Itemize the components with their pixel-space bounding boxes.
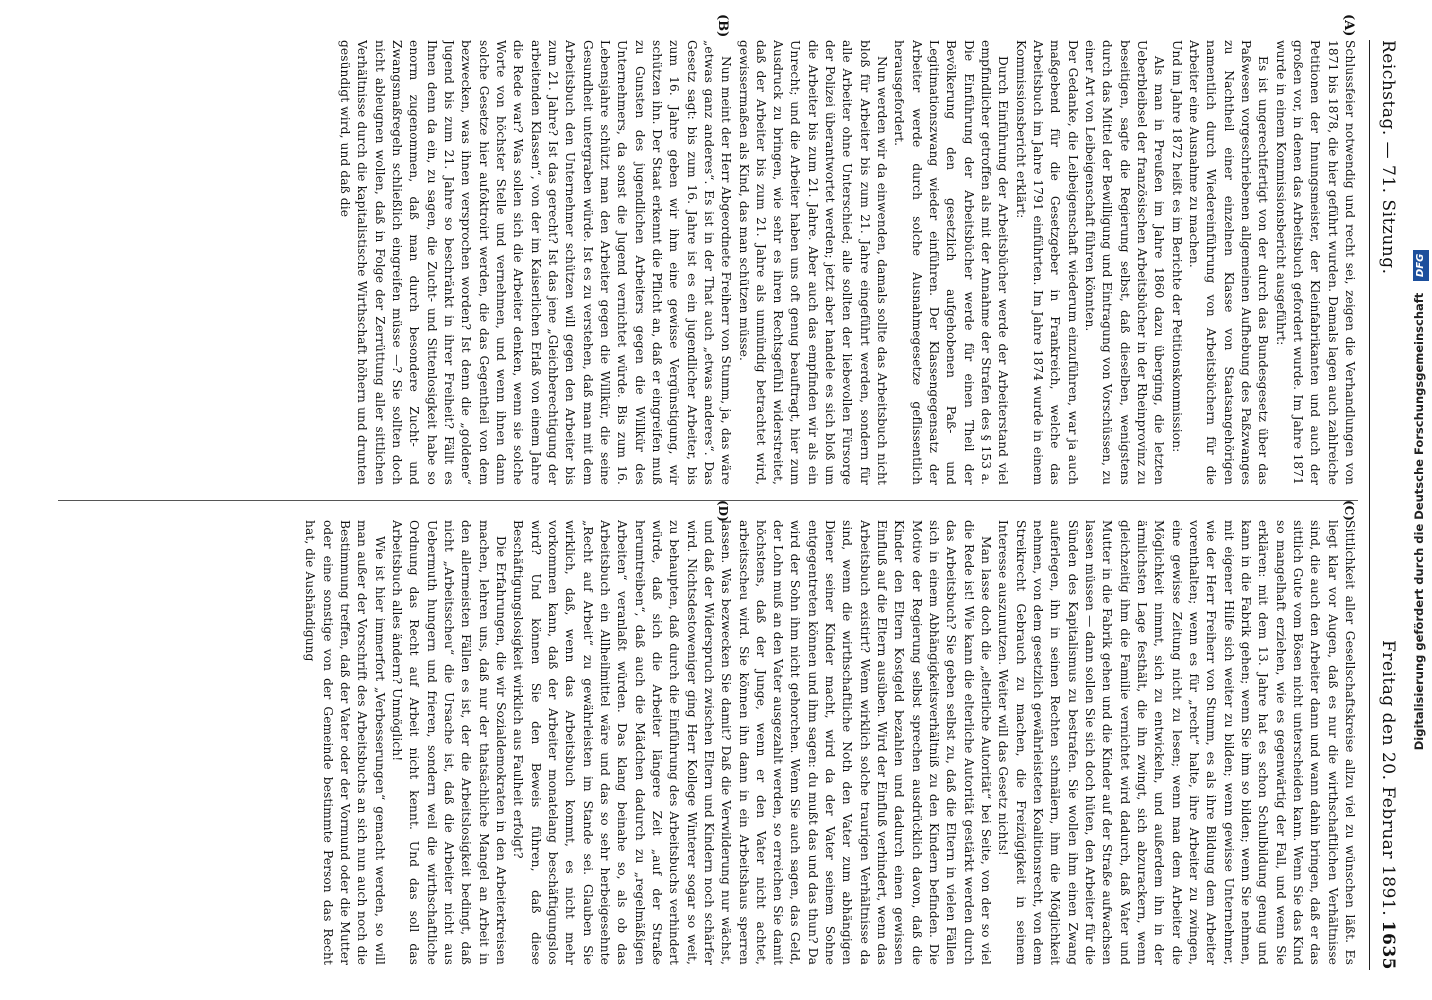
digitization-note-text [1408,10,1430,990]
page-header [1374,40,1402,970]
paragraph: Die Erfahrungen, die wir Sozialdemokraten in den Arbeiterkreisen machen, lehren uns, daß nur der thatsächliche Mangel an Arbeit in den allermeisten Fällen es ist, der die Arbeitslosigkeit bedingt, daß nicht „Arbeitsscheu“ die Ursache ist, daß die Arbeiter nicht aus Uebermuth hungern und frieren, sondern weil die wirthschaftliche Ordnung das Recht auf Arbeit nicht kennt. Und das soll das Arbeitsbuch alles ändern? Unmöglich! [389,520,508,965]
header-session: Reichstag. — 71. Sitzung. [1378,40,1398,275]
column-divider [58,500,1358,501]
dfg-logo: DFG [1413,250,1429,281]
paragraph: Schlussfeier notwendig und recht sei, zeigen die Verhandlungen von 1871 bis 1878, die hier geführt wurden. Damals lagen auch zahlreiche Petitionen der Innungsmeister, der Kleinfabrikanten und auch der großen vor, in denen das Arbeitsbuch gefordert wurde. Im Jahre 1871 wurde in einem Kommissionsbericht ausgeführt: [1273,40,1357,485]
paragraph: Nun werden wir da einwenden, damals sollte das Arbeitsbuch nicht bloß für Arbeiter bis zum 21. Jahre eingeführt werden, sondern für alle Arbeiter ohne Unterschied; alle sollten der liebevollen Fürsorge der Polizei überantwortet werden; jetzt aber handele es sich bloß um die Arbeiter bis zum 21. Jahre. Aber auch das empfinden wir als ein Unrecht; und die Arbeiter haben uns oft genug beauftragt, hier zum Ausdruck zu bringen, wie sehr es ihren Rechtsgefühl widerstreitet, daß der Arbeiter bis zum 21. Jahre als unmündig betrachtet wird, gewissermaßen als Kind, das man schützen müsse. [736,40,890,485]
paragraph: Man lasse doch die „elterliche Autorität“ bei Seite, von der so viel die Rede ist! Wie kann die elterliche Autorität gestärkt werden durch das Arbeitsbuch? Sie geben selbst zu, daß die Eltern in vielen Fällen sich in einem Abhängigkeitsverhältniß zu den Kindern befinden. Die Motive der Regierung selbst sprechen ausdrücklich davon, daß die Kinder den Eltern Kostgeld bezahlen und dadurch einen gewissen Einfluß auf die Eltern ausüben. Wird der Einfluß verhindert, wenn das Arbeitsbuch existirt? Wenn wirklich solche traurigen Verhältnisse da sind, wenn die wirthschaftliche Noth den Vater zum abhängigen Diener seiner Kinder macht, wird da der Vater seinem Sohne entgegentreten können und ihm sagen: du mußt das und das thun? Da wird der Sohn ihm nicht gehorchen. Wenn Sie auch sagen, das Geld, der Lohn muß an den Vater ausgezahlt werden, so erreichen Sie damit höchstens, daß der Junge, wenn er den Vater nicht achtet, arbeitsscheu wird. Sie können ihn dann in ein Arbeitshaus sperren lassen. Was bezwecken Sie damit? Daß die Verwilderung nur wächst, und daß der Widerspruch zwischen Eltern und Kindern noch schärfer wird. Nichtsdestoweniger ging Herr Kollege Winterer sogar so weit, zu behaupten, daß durch die Einführung des Arbeitsbuchs verhindert würde, daß sich die Arbeiter längere Zeit „auf der Straße herumtreiben“, daß auch die Mädchen dadurch zu „regelmäßigen Arbeiten“ veranlaßt würden. Das klang beinahe so, als ob das Arbeitsbuch ein Allheilmittel wäre und das so sehr herbeigesehnte „Recht auf Arbeit“ zu gewährleisten im Stande sei. Glauben Sie wirklich, daß, wenn das Arbeitsbuch kommt, es nicht mehr vorkommen kann, daß der Arbeiter monatelang beschäftigungslos wird? Und können Sie den Beweis führen, daß diese Beschäftigungslosigkeit wirklich aus Faulheit erfolgt? [511,520,994,965]
document-page [30,0,1420,1000]
margin-marker-a: (A) [1341,14,1356,37]
paragraph: Wie ist hier immerfort „Verbesserungen“ gemacht werden, so will man außer der Vorschrift des Arbeitsbuchs an sich nun auch noch die Bestimmung treffen, daß der Vater oder der Vormund oder die Mutter oder eine sonstige von der Gemeinde bestimmte Person das Recht hat, die Aushändigung [303,520,387,965]
right-column [58,520,1358,965]
margin-marker-d: (D) [716,500,730,522]
header-date: Freitag den 20. Februar 1891. [1378,640,1398,917]
left-column [58,40,1358,485]
paragraph: Und im Jahre 1872 heißt es im Berichte der Petitionskommission: [1169,40,1184,453]
digitization-note [1408,10,1430,990]
paragraph: Als man in Preußen im Jahre 1860 dazu überging, die letzten Ueberbleibsel der französischen Arbeitsbücher in der Rheinprovinz zu beseitigen, sagte die Regierung selbst, daß dieselben, wenigstens durch das Mittel der Bewilligung und Eintragung von Vorschüssen, zu einer Art von Leibeigenschaft führen könnten. [1083,40,1167,485]
digitization-note-label: Digitalisierung gefördert durch die Deutsche Forschungsgemeinschaft [1412,292,1426,751]
header-rule [1369,40,1370,970]
paragraph: Nun meint der Herr Abgeordnete Freiherr von Stumm, ja, das wäre „etwas ganz anderes“. Es ist in der That auch „etwas anderes“. Das Gesetz sagt: bis zum 16. Jahre ist es ein jugendlicher Arbeiter, bis zum 16. Jahre geben wir ihm eine gewisse Vergünstigung, wir schützen ihn. Der Staat erkennt die Pflicht an, daß er eingreifen muß zu Gunsten des jugendlichen Arbeiters gegen die Willkür des Unternehmers, da sonst die Jugend vernichtet würde. Bis zum 16. Lebensjahre schützt man den Arbeiter gegen die Willkür, die seine Gesundheit untergraben würde. Ist es zu verstehen, daß man mit dem Arbeitsbuch den Unternehmer schützen will gegen den Arbeiter bis zum 21. Jahre? Ist das gerecht? Ist das jene „Gleichberechtigung der arbeitenden Klassen“, von der im Kaiserlichen Erlaß von einem Jahre die Rede war? Was sollen sich die Arbeiter denken, wenn sie solche Worte von höchster Stelle und vernehmen, und wenn ihnen dann solche Gesetze hier aufoktroirt werden, die das Gegentheil von dem bezwecken, was ihnen versprochen worden? Ist denn die „goldene“ Jugend bis zum 21. Jahre so beschränkt in ihrer Freiheit? Fällt es Ihnen denn da ein, zu sagen, die Zucht- und Sittenlosigkeit habe so enorm zugenommen, daß man durch besondere Zucht- und Zwangsmaßregeln schließlich eingreifen müsse —? Sie sollten doch nicht ableugnen wollen, daß in Folge der Zerrüttung aller sittlichen Verhältnisse durch die kapitalistische Wirthschaft höhern und drunten gesündigt wird, und daß die [337,40,734,485]
margin-marker-c: (C) [1342,500,1356,521]
paragraph: Durch Einführung der Arbeitsbücher werde der Arbeiterstand viel empfindlicher getroffen als mit der Annahme der Strafen des § 153 a. Die Einführung der Arbeitsbücher werde für einen Theil der Bevölkerung den gesetzlich aufgehobenen Paß- und Legitimationszwang wieder einführen. Der Klassengegensatz der Arbeiter werde durch solche Ausnahmegesetze geflissentlich herausgefordert. [892,40,1011,485]
page-number: 1635 [1378,920,1398,970]
paragraph: Es ist ungerechtfertigt von der durch das Bundesgesetz über das Paßwesen vorgeschriebenen allgemeinen Aufhebung des Paßzwanges zu Nachtheil einer einzelnen Klasse von Staatsangehörigen namentlich durch Wiedereinführung von Arbeitsbüchern für die Arbeiter eine Ausnahme zu machen. [1187,40,1271,485]
paragraph: Sittlichkeit aller Gesellschaftskreise allzu viel zu wünschen läßt. Es liegt klar vor Augen, daß es nur die wirthschaftlichen Verhältnisse sind, die auch den Arbeiter dann und wann dahin bringen, daß er das sittlich Gute vom Bösen nicht unterscheiden kann. Wenn Sie das Kind so mangelhaft erziehen, wie es gegenwärtig der Fall, und wenn Sie erklären: mit dem 13. Jahre hat es schon Schulbildung genug und kann in die Fabrik gehen; wenn Sie ihm so bilden; wenn Sie nehmen, mit eigener Hilfe sich weiter zu bilden; wenn gewisse Unternehmer, wie der Herr Freiherr von Stumm, es als ihre Bildung dem Arbeiter vorenthalten; wenn es für „recht“ halte, ihre Arbeiter zu zwingen, eine gewisse Zeitung nicht zu lesen; wenn man dem Arbeiter die Möglichkeit nimmt, sich zu entwickeln, und außerdem ihn in der ärmlichsten Lage festhält, die ihn zwingt, sich abzurackern, wenn gleichzeitig ihm die Familie vernichtet wird dadurch, daß Vater und Mutter in die Fabrik gehen und die Kinder auf der Straße aufwachsen lassen müssen — dann sollen Sie sich doch hüten, den Arbeiter für die Sünden des Kapitalismus zu bestrafen. Sie wollen ihm einen Zwang auferlegen, ihn in seinen Rechten schmälern, ihm die Möglichkeit nehmen, von dem gesetzlich gewährleisteten Koalitionsrecht, von dem Streikrecht Gebrauch zu machen, die Freizügigkeit in seinem Interesse auszunutzen. Weiter will das Gesetz nichts! [996,520,1357,965]
paragraph: Der Gedanke, die Leibeigenschaft wiederum einzuführen, war ja auch maßgebend für die Gesetzgeber in Frankreich, welche das Arbeitsbuch im Jahre 1791 einführten. Im Jahre 1874 wurde in einem Kommissionsbericht erklärt: [1013,40,1080,485]
margin-marker-b: (B) [715,14,730,38]
